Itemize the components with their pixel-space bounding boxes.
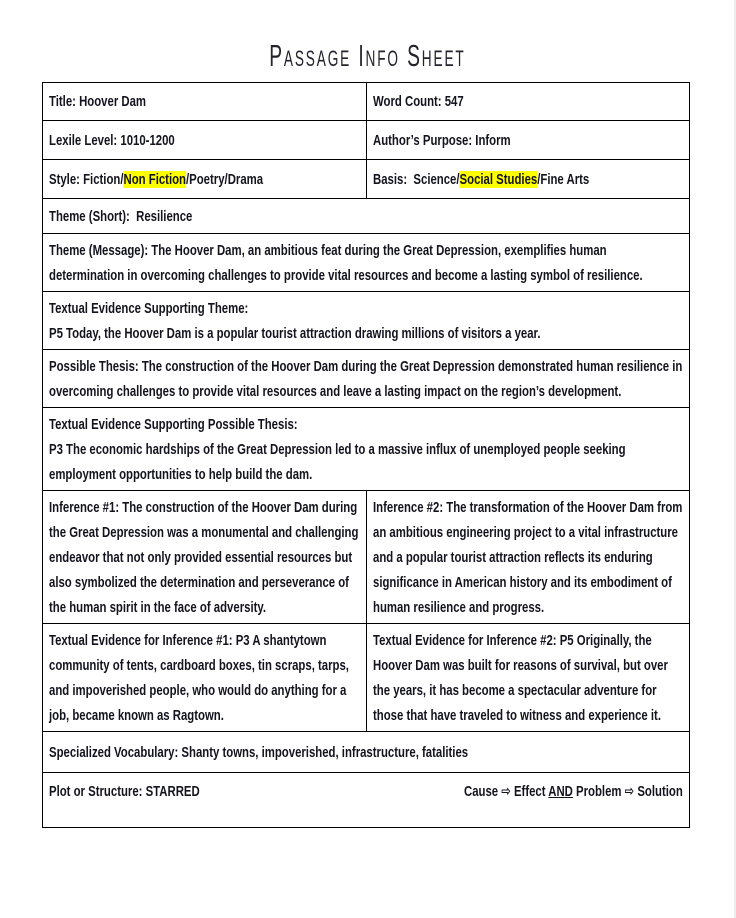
- cell-evidence-inference-1: [43, 624, 366, 731]
- table-row-plot-structure: [43, 772, 689, 827]
- table-row-style-basis: [43, 159, 689, 198]
- structure-type-value: [464, 779, 683, 804]
- cell-evidence-inference-2: [366, 624, 689, 731]
- page-title-text: Passage Info Sheet: [268, 38, 466, 73]
- evidence-thesis-label: Textual Evidence Supporting Possible Thesis:: [49, 416, 298, 433]
- structure-pre: Cause ⇨ Effect: [464, 783, 549, 800]
- vocabulary-value: Specialized Vocabulary: Shanty towns, impoverished, infrastructure, fatalities: [49, 743, 469, 761]
- plot-structure-value: Plot or Structure: STARRED: [49, 783, 200, 800]
- table-row-theme-short: [43, 198, 689, 233]
- cell-possible-thesis: [43, 350, 689, 407]
- table-row-inferences: [43, 490, 689, 623]
- table-row-lexile-purpose: [43, 120, 689, 159]
- table-row-evidence-inferences: [43, 623, 689, 731]
- cell-evidence-theme: [43, 292, 689, 349]
- title-value: Title: Hoover Dam: [49, 93, 147, 110]
- cell-basis: [366, 160, 689, 198]
- cell-style: [43, 160, 366, 198]
- word-count-value: Word Count: 547: [373, 93, 464, 110]
- cell-evidence-thesis: [43, 408, 689, 490]
- table-row-vocabulary: [43, 731, 689, 772]
- style-value: [49, 167, 285, 192]
- possible-thesis-value: Possible Thesis: The construction of the Hoover Dam during the Great Depression demonstrated human resilience in overcoming challenges to provide vital resources and leave a lasting impact on the region’s development.: [49, 358, 683, 400]
- evidence-theme-label: Textual Evidence Supporting Theme:: [49, 300, 249, 317]
- evidence-theme-text: P5 Today, the Hoover Dam is a popular tourist attraction drawing millions of visitors a year.: [49, 325, 541, 342]
- basis-highlight: Social Studies: [459, 170, 538, 188]
- table-row-evidence-theme: [43, 291, 689, 349]
- lexile-value: Lexile Level: 1010-1200: [49, 131, 175, 149]
- cell-theme-message: [43, 234, 689, 291]
- theme-message-value: Theme (Message): The Hoover Dam, an ambitious feat during the Great Depression, exemplifies human determination in overcoming challenges to provide vital resources and become a lasting symbol of resilience.: [49, 242, 643, 284]
- table-row-theme-message: [43, 233, 689, 291]
- structure-post: Problem ⇨ Solution: [573, 783, 683, 800]
- evidence-thesis-text: P3 The economic hardships of the Great Depression led to a massive influx of unemployed people seeking employment opportunities to help build the dam.: [49, 441, 626, 483]
- style-post: /Poetry/Drama: [186, 170, 264, 188]
- authors-purpose-value: Author’s Purpose: Inform: [373, 131, 511, 149]
- inference-1-value: Inference #1: The construction of the Hoover Dam during the Great Depression was a monumental and challenging endeavor that not only provided essential resources but also symbolized the determination and perseverance of the human spirit in the face of adversity.: [49, 499, 359, 616]
- page-title: [0, 0, 734, 74]
- style-highlight: Non Fiction: [123, 170, 187, 188]
- cell-inference-1: [43, 491, 366, 623]
- inference-2-value: Inference #2: The transformation of the Hoover Dam from an ambitious engineering project to a vital infrastructure and a popular tourist attraction reflects its enduring significance in American history and its embodiment of human resilience and progress.: [373, 499, 683, 616]
- theme-short-value: Theme (Short): Resilience: [49, 207, 193, 225]
- table-row-title-wordcount: [43, 83, 689, 120]
- basis-post: /Fine Arts: [537, 170, 590, 188]
- structure-and: AND: [548, 783, 574, 800]
- passage-info-table: [42, 82, 690, 828]
- basis-pre: Basis: Science/: [373, 170, 460, 188]
- table-row-possible-thesis: [43, 349, 689, 407]
- evidence-inference-1-value: Textual Evidence for Inference #1: P3 A shantytown community of tents, cardboard boxes, tin scraps, tarps, and impoverished people, who would do anything for a job, became known as Ragtown.: [49, 632, 349, 724]
- cell-title: [43, 83, 366, 120]
- style-pre: Style: Fiction/: [49, 170, 124, 188]
- basis-value: [373, 167, 608, 192]
- cell-theme-short: [43, 199, 689, 233]
- cell-word-count: [366, 83, 689, 120]
- cell-lexile-level: [43, 121, 366, 159]
- cell-authors-purpose: [366, 121, 689, 159]
- cell-inference-2: [366, 491, 689, 623]
- table-row-evidence-thesis: [43, 407, 689, 490]
- cell-vocabulary: [43, 732, 689, 772]
- evidence-inference-2-value: Textual Evidence for Inference #2: P5 Originally, the Hoover Dam was built for reasons of survival, but over the years, it has become a spectacular adventure for those that have traveled to witness and experience it.: [373, 632, 668, 724]
